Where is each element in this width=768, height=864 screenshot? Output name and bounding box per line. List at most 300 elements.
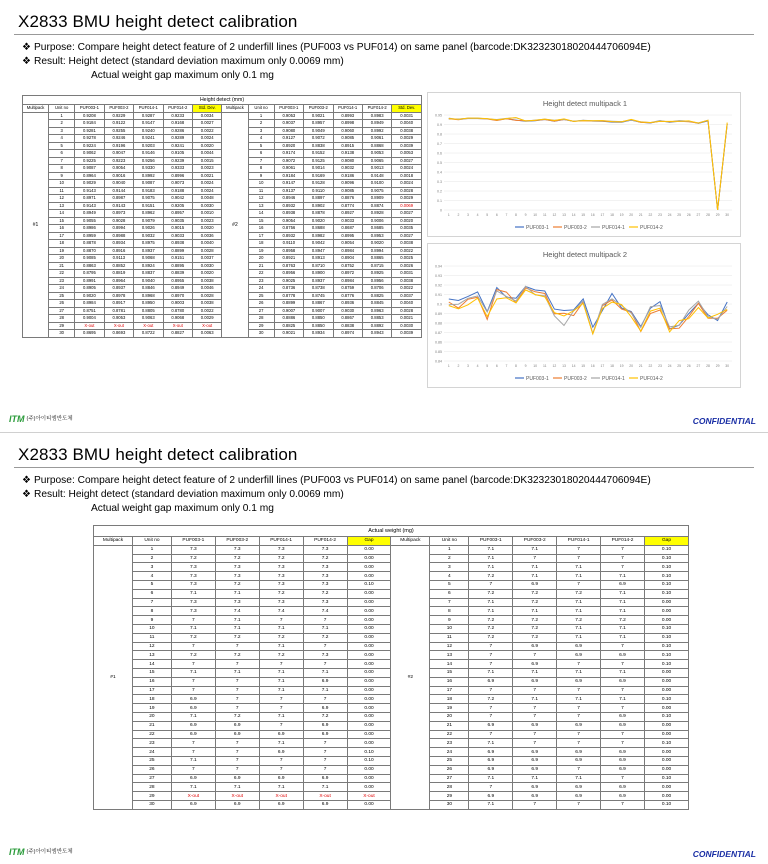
- table-cell: 7.3: [215, 572, 259, 581]
- table-cell: 0.8984: [75, 300, 104, 308]
- table-cell: 0.8837: [134, 270, 163, 278]
- table-cell: 0.9208: [75, 112, 104, 120]
- table-cell: 0.9068: [134, 255, 163, 263]
- table-cell: 0.10: [347, 748, 391, 757]
- table-cell: 0.8706: [362, 285, 391, 293]
- table-cell: 12: [430, 642, 469, 651]
- table-cell: 0.0024: [192, 135, 221, 143]
- table-cell: 0.10: [644, 660, 688, 669]
- table-cell: 0.00: [347, 651, 391, 660]
- table-cell: 0.9183: [134, 187, 163, 195]
- table-cell: 7: [557, 580, 601, 589]
- column-header: Multipack: [391, 537, 430, 546]
- table-cell: 0.8947: [304, 247, 333, 255]
- table-cell: 7.1: [601, 695, 645, 704]
- table-cell: 1: [248, 112, 274, 120]
- legend-label: PUF014-2: [640, 376, 663, 382]
- table-cell: X-out: [163, 322, 192, 330]
- table-cell: 7.1: [469, 800, 513, 809]
- table-cell: 28: [248, 315, 274, 323]
- x-tick-label: 10: [533, 213, 538, 217]
- table-cell: 7.2: [469, 695, 513, 704]
- table-cell: 0.9062: [75, 150, 104, 158]
- table-cell: 7: [215, 686, 259, 695]
- table-cell: 6.9: [557, 721, 601, 730]
- table-cell: 6.9: [513, 721, 557, 730]
- table-cell: 0.9072: [304, 135, 333, 143]
- table-cell: 0.0023: [192, 217, 221, 225]
- table-cell: 0.0038: [392, 277, 422, 285]
- table-cell: X-out: [192, 322, 221, 330]
- table-cell: 6.9: [601, 765, 645, 774]
- table-cell: 7: [513, 704, 557, 713]
- table-cell: 0.9032: [134, 232, 163, 240]
- table-cell: 30: [430, 800, 469, 809]
- column-header: PUF014-2: [303, 537, 347, 546]
- table-cell: 7: [215, 660, 259, 669]
- table-cell: 0.8932: [274, 232, 303, 240]
- table-cell: 6.9: [601, 756, 645, 765]
- table-cell: 0.8745: [304, 292, 333, 300]
- table-cell: 0.0022: [192, 307, 221, 315]
- table-cell: 0.8865: [362, 255, 391, 263]
- table-cell: 7: [303, 660, 347, 669]
- table-cell: 0.9040: [104, 180, 133, 188]
- table-cell: 0.8878: [304, 210, 333, 218]
- table-cell: 0.00: [644, 668, 688, 677]
- table-cell: 7.2: [513, 616, 557, 625]
- table-cell: 7.2: [171, 633, 215, 642]
- table-cell: 0.9148: [362, 172, 391, 180]
- column-header: PUF003-2: [215, 537, 259, 546]
- table-cell: 0.00: [644, 730, 688, 739]
- table-cell: 0.9122: [104, 120, 133, 128]
- table-cell: 7.2: [469, 616, 513, 625]
- table-cell: 7: [513, 800, 557, 809]
- table-cell: 30: [132, 800, 171, 809]
- column-header: Multipack: [222, 105, 248, 113]
- y-tick-label: 0.87: [435, 331, 442, 335]
- column-header: PUF003-2: [513, 537, 557, 546]
- table-cell: 0.9021: [274, 330, 303, 338]
- table-cell: 22: [49, 270, 75, 278]
- table-cell: 6.9: [215, 721, 259, 730]
- table-cell: 0.00: [644, 792, 688, 801]
- table-cell: 0.8916: [104, 247, 133, 255]
- table-cell: 0.9080: [274, 127, 303, 135]
- table-cell: 7.2: [215, 651, 259, 660]
- table-cell: 0.0020: [392, 217, 422, 225]
- table-cell: 0.9003: [163, 300, 192, 308]
- table-cell: 6.9: [303, 730, 347, 739]
- table-cell: 17: [49, 232, 75, 240]
- table-cell: 6.9: [601, 783, 645, 792]
- table-cell: 0.9020: [362, 240, 391, 248]
- table-cell: 7.1: [303, 668, 347, 677]
- table-cell: 7: [215, 765, 259, 774]
- table-cell: 7.1: [215, 589, 259, 598]
- table-cell: 7.1: [469, 668, 513, 677]
- table-cell: 0.9110: [274, 240, 303, 248]
- table-cell: 24: [132, 748, 171, 757]
- x-tick-label: 6: [495, 364, 498, 368]
- table-cell: 0.9100: [362, 180, 391, 188]
- table-cell: 19: [49, 247, 75, 255]
- table-cell: 7: [259, 695, 303, 704]
- table-cell: 7.2: [513, 598, 557, 607]
- table-cell: 7.2: [469, 589, 513, 598]
- table-cell: 6.9: [513, 580, 557, 589]
- table-cell: 0.8795: [75, 270, 104, 278]
- table-cell: 7.1: [171, 589, 215, 598]
- table-cell: 6.9: [513, 677, 557, 686]
- table-cell: 0.00: [644, 704, 688, 713]
- table-cell: 7.2: [215, 712, 259, 721]
- table-cell: 0.9054: [274, 217, 303, 225]
- table-cell: 6.9: [171, 730, 215, 739]
- table-cell: 0.9168: [163, 120, 192, 128]
- table-cell: 0.8956: [362, 277, 391, 285]
- table-cell: 0.8850: [304, 322, 333, 330]
- table-cell: 0.00: [347, 800, 391, 809]
- x-tick-label: 8: [515, 364, 517, 368]
- column-header: PUF014-2: [601, 537, 645, 546]
- table-cell: 0.9246: [104, 135, 133, 143]
- table-cell: 7.1: [601, 589, 645, 598]
- table-cell: 0.0053: [392, 150, 422, 158]
- height-chart-multipack-1: [427, 92, 741, 237]
- table-cell: 0.8774: [333, 202, 362, 210]
- table-cell: 14: [132, 660, 171, 669]
- y-tick-label: 0: [440, 208, 442, 213]
- table-cell: 0.00: [644, 677, 688, 686]
- table-cell: 0.8825: [362, 292, 391, 300]
- table-cell: X-out: [75, 322, 104, 330]
- table-cell: 0.0038: [392, 127, 422, 135]
- table-cell: 0.9007: [274, 307, 303, 315]
- table-cell: 7.1: [513, 572, 557, 581]
- table-cell: 7.1: [259, 739, 303, 748]
- table-cell: 0.0031: [392, 112, 422, 120]
- x-tick-label: 27: [696, 213, 701, 217]
- table-cell: 6.9: [215, 774, 259, 783]
- table-cell: 6.9: [303, 677, 347, 686]
- table-cell: 7: [469, 730, 513, 739]
- diamond-bullet-icon: ❖: [22, 42, 32, 53]
- table-cell: 6.9: [557, 792, 601, 801]
- table-cell: 0.9020: [304, 217, 333, 225]
- table-cell: 0.0022: [392, 285, 422, 293]
- table-cell: 0.8934: [104, 240, 133, 248]
- table-cell: 0.0030: [392, 322, 422, 330]
- title-divider: [14, 34, 754, 35]
- x-tick-label: 18: [610, 364, 614, 368]
- column-header: Unit no: [49, 105, 75, 113]
- table-cell: 0.9075: [134, 195, 163, 203]
- x-tick-label: 9: [524, 364, 527, 368]
- table-cell: 29: [132, 792, 171, 801]
- x-tick-label: 27: [696, 364, 701, 368]
- column-header: PUF003-1: [469, 537, 513, 546]
- x-tick-label: 14: [571, 364, 576, 368]
- table-cell: 22: [132, 730, 171, 739]
- table-cell: 7.1: [557, 572, 601, 581]
- table-cell: 7.3: [303, 572, 347, 581]
- y-tick-label: 0.9: [437, 302, 442, 307]
- table-cell: 0.9330: [134, 165, 163, 173]
- table-cell: 7.1: [557, 607, 601, 616]
- table-cell: 15: [49, 217, 75, 225]
- table-cell: 0.9032: [333, 165, 362, 173]
- table-cell: X-out: [215, 792, 259, 801]
- x-tick-label: 5: [486, 364, 489, 368]
- table-cell: 0.00: [347, 633, 391, 642]
- legend-label: PUF003-1: [526, 376, 549, 382]
- table-cell: 0.00: [347, 598, 391, 607]
- table-cell: 7.2: [469, 572, 513, 581]
- slide-title: X2833 BMU height detect calibration: [18, 445, 298, 464]
- slide-title: X2833 BMU height detect calibration: [18, 12, 298, 31]
- table-cell: 7.1: [469, 554, 513, 563]
- purpose-text: Purpose: Compare height detect feature of 2 underfill lines (PUF003 vs PUF014) on same panel (barcode:DK32323018020444706094E): [34, 42, 651, 53]
- table-cell: 7: [171, 660, 215, 669]
- y-tick-label: 0.8: [437, 132, 442, 137]
- table-cell: 0.8850: [304, 315, 333, 323]
- table-cell: 0.8895: [163, 262, 192, 270]
- table-cell: 0.8780: [163, 307, 192, 315]
- table-cell: 0.8902: [304, 202, 333, 210]
- table-cell: 4: [248, 135, 274, 143]
- table-cell: 0.0020: [192, 142, 221, 150]
- table-cell: 7.3: [303, 545, 347, 554]
- table-cell: 7: [248, 157, 274, 165]
- table-cell: 7.1: [601, 633, 645, 642]
- legend-label: PUF014-2: [640, 225, 663, 231]
- table-cell: 0.9026: [134, 225, 163, 233]
- column-header: Gap: [644, 537, 688, 546]
- table-cell: 0.8974: [333, 330, 362, 338]
- table-cell: 7.2: [513, 624, 557, 633]
- table-cell: 0.9033: [163, 232, 192, 240]
- table-cell: 0.8715: [362, 262, 391, 270]
- table-cell: 0.8998: [333, 120, 362, 128]
- x-tick-label: 4: [476, 364, 479, 368]
- table-cell: 7.4: [303, 607, 347, 616]
- table-cell: 0.9151: [134, 202, 163, 210]
- table-cell: 6.9: [601, 580, 645, 589]
- table-cell: 7.2: [601, 616, 645, 625]
- x-tick-label: 29: [715, 364, 720, 368]
- table-cell: 6.9: [171, 721, 215, 730]
- table-cell: 0.9065: [362, 157, 391, 165]
- table-cell: 0.8927: [333, 210, 362, 218]
- x-tick-label: 20: [629, 364, 634, 368]
- x-tick-label: 12: [552, 213, 557, 217]
- table-cell: 0.9016: [104, 172, 133, 180]
- table-cell: 0.0022: [392, 247, 422, 255]
- x-tick-label: 14: [571, 213, 576, 217]
- table-cell: 7.1: [601, 668, 645, 677]
- table-cell: 8: [132, 607, 171, 616]
- table-cell: 11: [132, 633, 171, 642]
- table-cell: 6.9: [601, 712, 645, 721]
- table-cell: 0.9006: [362, 217, 391, 225]
- table-cell: 0.00: [644, 616, 688, 625]
- table-cell: 3: [430, 563, 469, 572]
- table-cell: 23: [248, 277, 274, 285]
- table-cell: 1: [132, 545, 171, 554]
- table-cell: 6.9: [171, 774, 215, 783]
- table-cell: X-out: [104, 322, 133, 330]
- table-cell: 0.00: [644, 783, 688, 792]
- table-cell: 23: [49, 277, 75, 285]
- table-cell: 7.1: [469, 563, 513, 572]
- y-tick-label: 0.93: [435, 274, 442, 278]
- table-cell: 26: [248, 300, 274, 308]
- confidential-label: CONFIDENTIAL: [692, 416, 756, 426]
- table-cell: 0.00: [347, 730, 391, 739]
- table-caption: Height detect (mm): [23, 96, 422, 105]
- table-cell: 7.3: [171, 598, 215, 607]
- y-tick-label: 0.5: [437, 161, 442, 165]
- table-cell: 7: [557, 660, 601, 669]
- table-cell: 0.9143: [104, 202, 133, 210]
- table-cell: 7: [171, 616, 215, 625]
- x-tick-label: 12: [552, 364, 557, 368]
- table-cell: 0.0027: [392, 232, 422, 240]
- table-cell: 6.9: [303, 800, 347, 809]
- slide-2: [0, 432, 768, 864]
- table-cell: 6.9: [557, 756, 601, 765]
- table-cell: 0.0022: [192, 127, 221, 135]
- table-cell: 7: [601, 704, 645, 713]
- table-cell: 0.9028: [104, 217, 133, 225]
- table-cell: 12: [248, 195, 274, 203]
- table-cell: 7: [303, 695, 347, 704]
- table-cell: 0.9205: [163, 202, 192, 210]
- purpose-text: Purpose: Compare height detect feature of 2 underfill lines (PUF003 vs PUF014) on same panel (barcode:DK32323018020444706094E): [34, 475, 651, 486]
- table-cell: 0.8845: [362, 300, 391, 308]
- table-cell: 7.4: [259, 607, 303, 616]
- table-cell: 29: [430, 792, 469, 801]
- table-cell: 0.8852: [104, 262, 133, 270]
- table-cell: 30: [49, 330, 75, 338]
- table-cell: 0.8695: [75, 330, 104, 338]
- table-cell: 0.9061: [362, 135, 391, 143]
- table-cell: 0.10: [644, 695, 688, 704]
- table-cell: 0.9035: [163, 217, 192, 225]
- table-cell: 0.9087: [134, 180, 163, 188]
- column-header: Multipack: [94, 537, 133, 546]
- table-cell: 0.8946: [274, 195, 303, 203]
- table-cell: 0.0030: [192, 202, 221, 210]
- table-cell: 0.8838: [333, 322, 362, 330]
- table-cell: 0.9105: [163, 150, 192, 158]
- table-cell: 7: [303, 616, 347, 625]
- table-cell: 0.9127: [274, 135, 303, 143]
- table-cell: 6.9: [557, 651, 601, 660]
- table-cell: 0.0039: [392, 330, 422, 338]
- table-cell: 7: [469, 580, 513, 589]
- table-cell: 23: [132, 739, 171, 748]
- title-divider: [14, 467, 754, 468]
- table-cell: 6.9: [215, 730, 259, 739]
- table-cell: 0.9029: [75, 180, 104, 188]
- table-cell: 0.9053: [274, 112, 303, 120]
- table-cell: 7.2: [215, 580, 259, 589]
- table-cell: 0.8738: [304, 285, 333, 293]
- table-cell: 0.9025: [274, 277, 303, 285]
- table-cell: 0.8863: [75, 262, 104, 270]
- table-cell: 26: [430, 765, 469, 774]
- table-cell: 0.9224: [75, 142, 104, 150]
- table-cell: 7.3: [259, 580, 303, 589]
- table-cell: 29: [248, 322, 274, 330]
- table-cell: 0.8955: [163, 277, 192, 285]
- column-header: PUF014-1: [134, 105, 163, 113]
- table-cell: 0.0027: [192, 120, 221, 128]
- table-cell: 25: [248, 292, 274, 300]
- table-cell: 0.00: [347, 642, 391, 651]
- table-cell: 11: [248, 187, 274, 195]
- series-line-PUF003-2: [449, 118, 727, 210]
- table-cell: 0.0024: [392, 165, 422, 173]
- table-cell: 22: [430, 730, 469, 739]
- table-cell: 7: [215, 739, 259, 748]
- table-cell: 6.9: [469, 721, 513, 730]
- table-cell: 0.00: [347, 721, 391, 730]
- height-chart-multipack-2: [427, 243, 741, 388]
- table-cell: 6.9: [513, 756, 557, 765]
- y-tick-label: 0.86: [435, 340, 442, 345]
- table-cell: 0.9144: [104, 187, 133, 195]
- table-cell: 7: [171, 748, 215, 757]
- y-tick-label: 0.85: [435, 350, 442, 354]
- table-cell: 0.8687: [333, 225, 362, 233]
- table-cell: 16: [430, 677, 469, 686]
- table-cell: 13: [430, 651, 469, 660]
- table-cell: 7.2: [259, 554, 303, 563]
- x-tick-label: 25: [677, 364, 682, 368]
- x-tick-label: 20: [629, 213, 634, 217]
- table-cell: 6.9: [259, 774, 303, 783]
- table-cell: 0.0034: [192, 112, 221, 120]
- table-cell: 7.3: [303, 563, 347, 572]
- table-cell: 0.9042: [304, 240, 333, 248]
- table-cell: 0.9333: [163, 165, 192, 173]
- table-cell: 6.9: [259, 800, 303, 809]
- table-cell: 0.8722: [134, 330, 163, 338]
- y-tick-label: 0.9: [437, 123, 442, 127]
- table-cell: 0.00: [644, 686, 688, 695]
- table-cell: 0.0038: [192, 300, 221, 308]
- table-cell: 7.3: [171, 572, 215, 581]
- column-header: PUF014-1: [259, 537, 303, 546]
- table-cell: 4: [132, 572, 171, 581]
- table-cell: 0.8736: [274, 285, 303, 293]
- table-cell: 7: [601, 642, 645, 651]
- table-cell: 0.9079: [134, 217, 163, 225]
- table-cell: 0.9143: [75, 202, 104, 210]
- table-cell: 9: [248, 172, 274, 180]
- table-cell: 7: [303, 756, 347, 765]
- table-cell: 0.8964: [75, 172, 104, 180]
- table-cell: 6.9: [601, 721, 645, 730]
- table-cell: 7.1: [513, 545, 557, 554]
- table-cell: 0.10: [644, 554, 688, 563]
- table-cell: 0.9289: [163, 135, 192, 143]
- diamond-bullet-icon: ❖: [22, 489, 32, 500]
